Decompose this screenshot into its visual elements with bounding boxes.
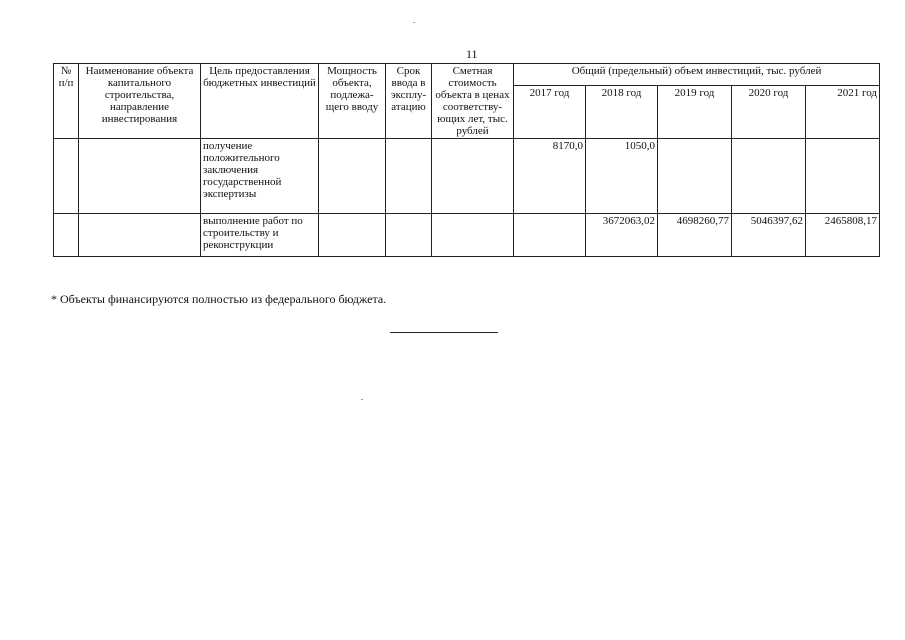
cell-2021 [806,139,880,214]
investment-table [53,63,880,257]
cell-2017 [514,214,586,257]
cell-estimate [432,214,514,257]
cell-name [79,139,201,214]
header-year-2019: 2019 год [658,86,732,139]
cell-2021: 2465808,17 [806,214,880,257]
cell-term [386,139,432,214]
page-number: 11 [466,47,478,61]
cell-2018: 3672063,02 [586,214,658,257]
header-term: Срок ввода в эксплу-атацию [386,64,432,139]
cell-capacity [319,139,386,214]
header-total: Общий (предельный) объем инвестиций, тыс. рублей [514,64,880,86]
cell-no [54,139,79,214]
scan-speck [361,399,363,400]
end-divider [390,332,498,333]
table-row [54,139,880,214]
cell-2020 [732,139,806,214]
header-name: Наименование объекта капитального строительства, направление инвестирования [79,64,201,139]
header-year-2018: 2018 год [586,86,658,139]
cell-2019: 4698260,77 [658,214,732,257]
cell-purpose: получение положительного заключения государственной экспертизы [201,139,319,214]
cell-2018: 1050,0 [586,139,658,214]
header-purpose: Цель предоставления бюджетных инвестиций [201,64,319,139]
header-no: № п/п [54,64,79,139]
cell-2019 [658,139,732,214]
footnote: * Объекты финансируются полностью из федерального бюджета. [51,292,387,306]
cell-name [79,214,201,257]
cell-no [54,214,79,257]
cell-2017: 8170,0 [514,139,586,214]
header-year-2017: 2017 год [514,86,586,139]
header-estimate: Сметная стоимость объекта в ценах соответству-ющих лет, тыс. рублей [432,64,514,139]
cell-term [386,214,432,257]
scan-speck [413,22,415,23]
header-year-2021: 2021 год [806,86,880,139]
cell-estimate [432,139,514,214]
cell-capacity [319,214,386,257]
table-row [54,214,880,257]
cell-purpose: выполнение работ по строительству и реконструкции [201,214,319,257]
header-year-2020: 2020 год [732,86,806,139]
cell-2020: 5046397,62 [732,214,806,257]
header-capacity: Мощность объекта, подлежа-щего вводу [319,64,386,139]
